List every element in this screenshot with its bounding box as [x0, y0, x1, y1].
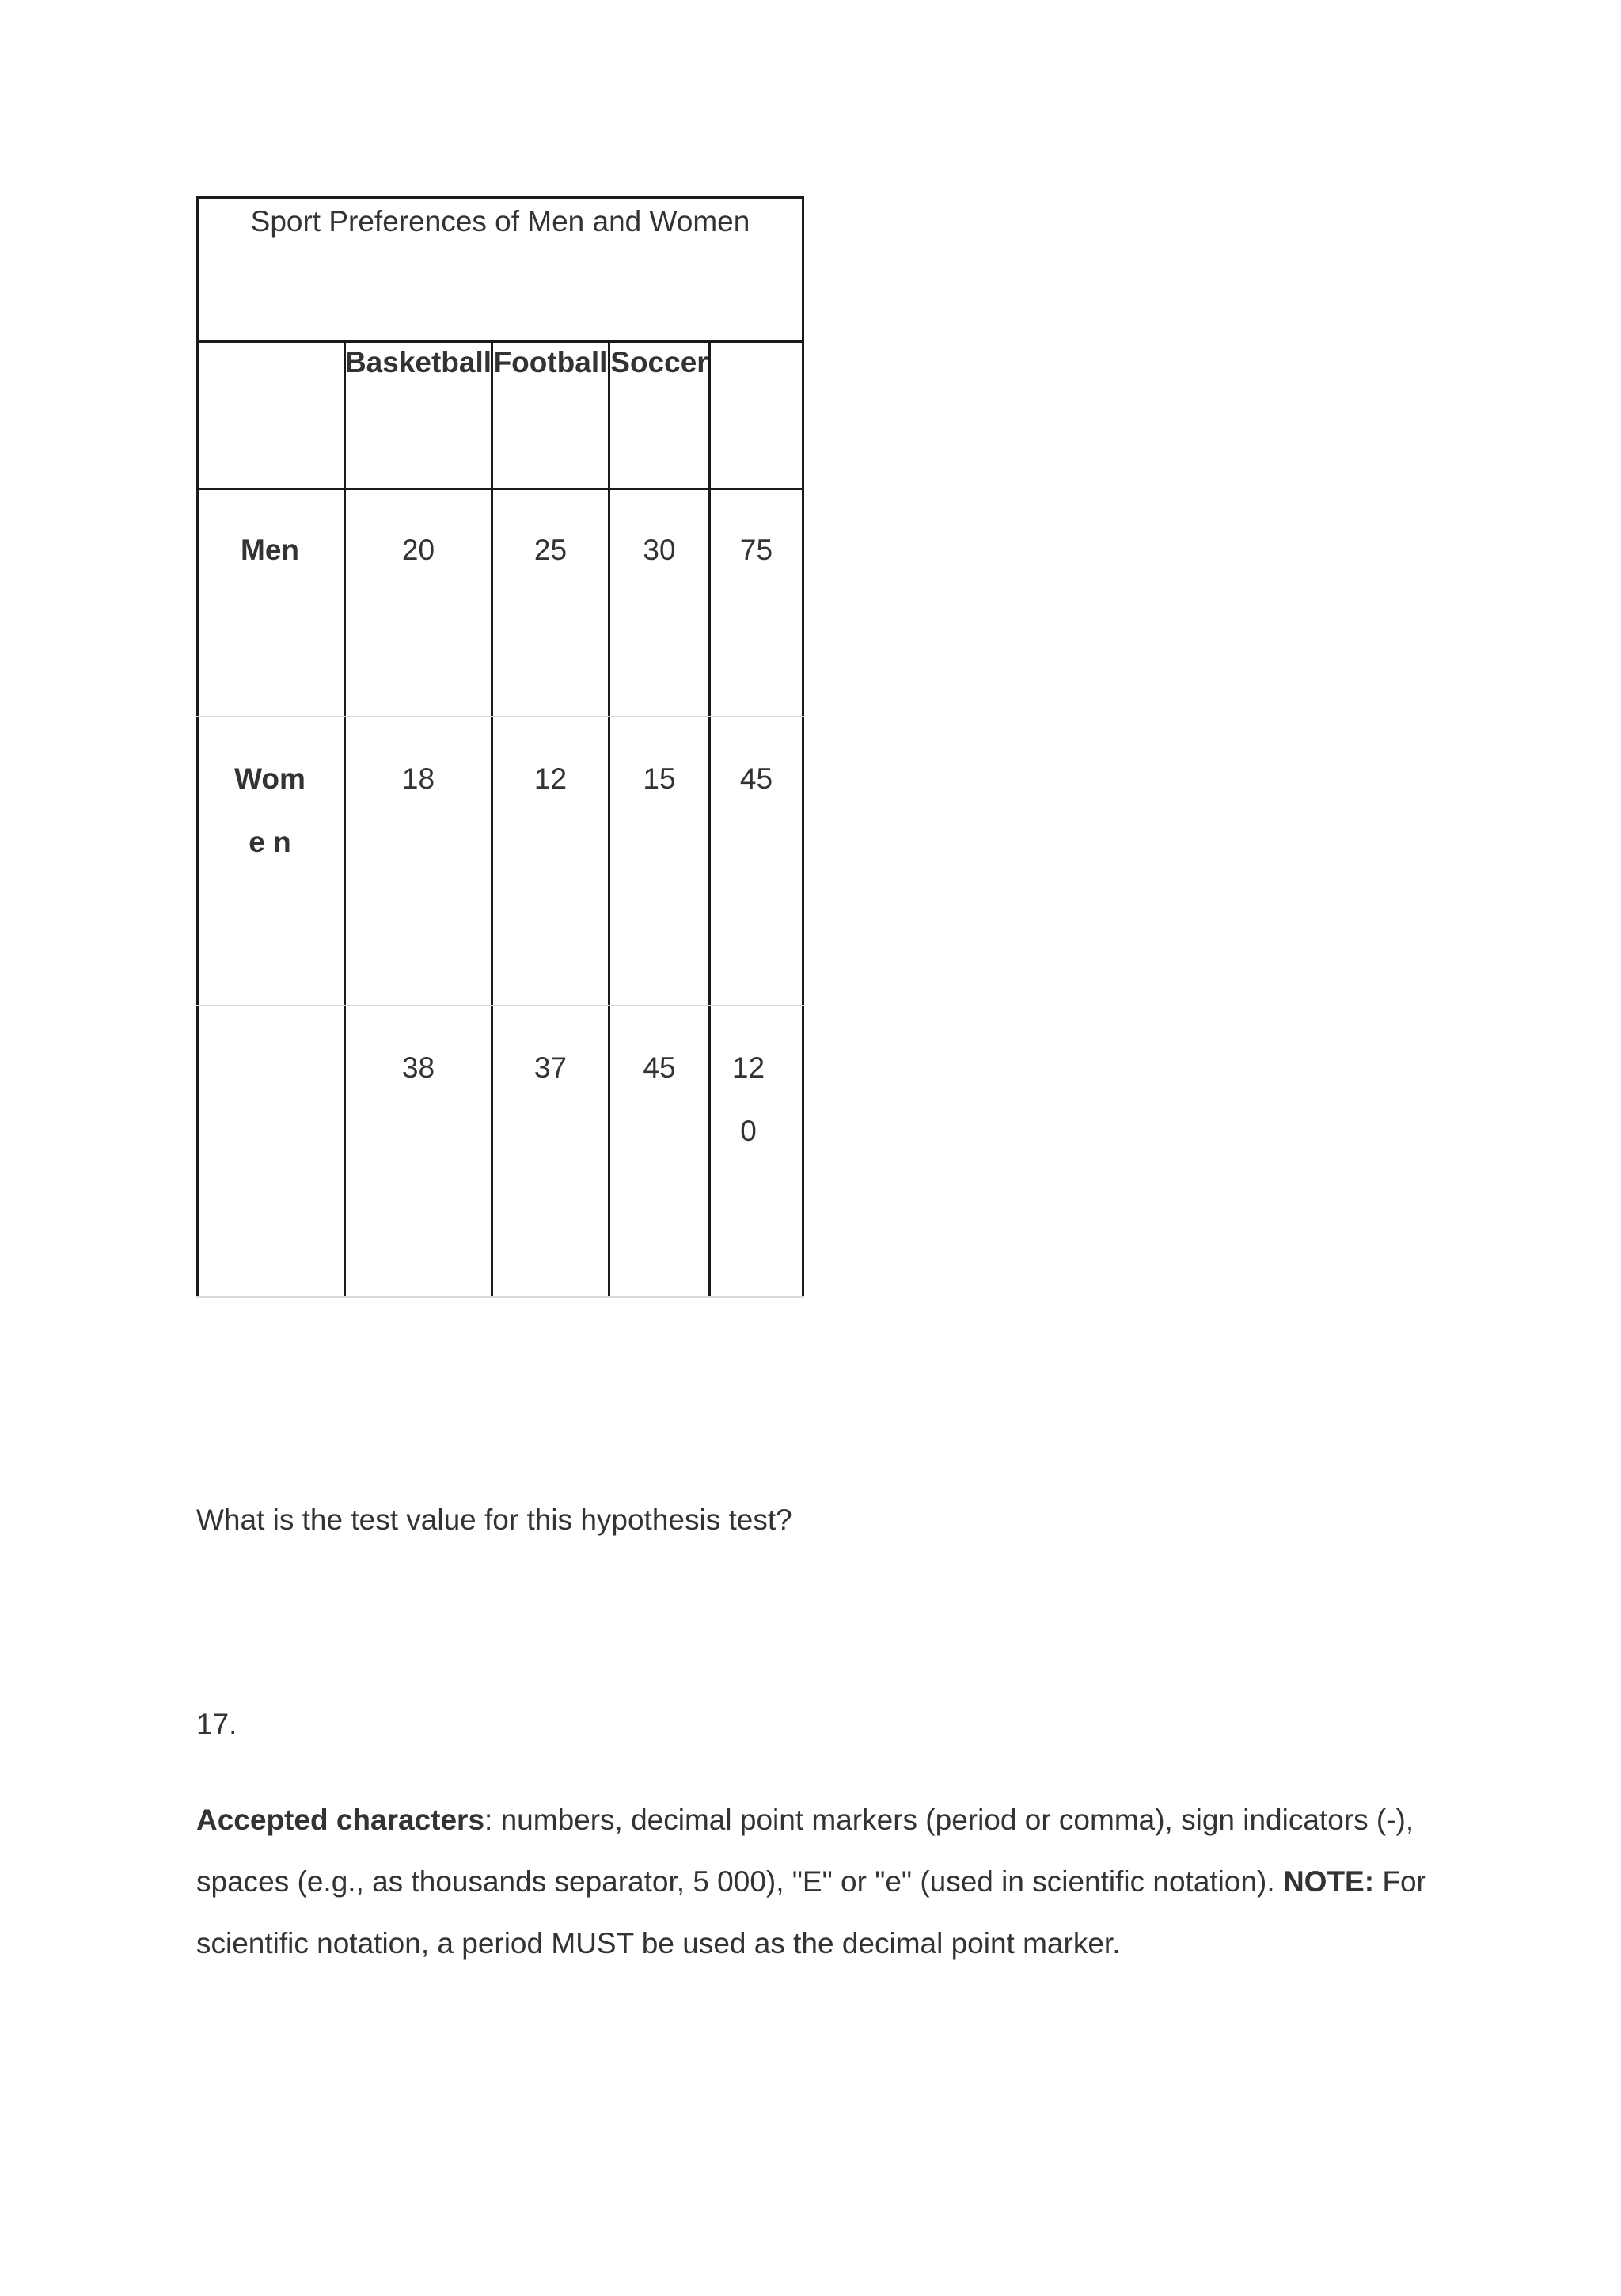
accepted-characters-text: : numbers, decimal point markers (period or comma), sign indicators (-), spaces (e.g., as thousands separator, 5 000), "E" or "e" (used in scientific notation).	[196, 1804, 1414, 1898]
table-cell: 12	[533, 762, 568, 795]
table-cell: 15	[643, 762, 676, 795]
table-cell: 20	[401, 534, 435, 566]
table-left-border	[196, 343, 199, 1298]
row-divider	[196, 716, 804, 717]
column-header-soccer: Soccer	[610, 346, 708, 378]
table-cell: 18	[401, 762, 435, 795]
table-cell: 12 0	[731, 1051, 765, 1147]
column-divider	[708, 343, 711, 1298]
column-divider	[491, 343, 493, 1298]
accepted-characters-label: Accepted characters	[196, 1804, 485, 1836]
header-row-divider	[196, 488, 804, 490]
column-divider	[608, 343, 610, 1298]
note-text: For scientific notation, a period MUST be used as the decimal point marker.	[196, 1865, 1426, 1960]
table-cell: 75	[739, 534, 773, 566]
row-label-men: Men	[241, 534, 299, 566]
column-header-basketball: Basketball	[344, 346, 492, 378]
question-text: What is the test value for this hypothesis test?	[196, 1503, 792, 1536]
item-number: 17.	[196, 1708, 237, 1740]
table-title: Sport Preferences of Men and Women	[250, 205, 750, 238]
table-cell: 37	[533, 1051, 568, 1084]
row-divider	[196, 1005, 804, 1006]
table-cell: 45	[643, 1051, 676, 1084]
column-header-football: Football	[493, 346, 608, 378]
table-title-cell	[196, 196, 804, 343]
table-cell: 25	[533, 534, 568, 566]
table-right-border	[802, 343, 804, 1298]
table-cell: 38	[401, 1051, 435, 1084]
table-cell: 30	[643, 534, 676, 566]
row-label-women: Wome n	[234, 762, 306, 858]
table-cell: 45	[739, 762, 773, 795]
table-bottom-line	[196, 1296, 804, 1298]
column-divider	[344, 343, 346, 1298]
accepted-characters-note	[196, 1789, 1447, 1975]
note-label: NOTE:	[1282, 1865, 1375, 1898]
sport-preferences-table	[196, 196, 804, 1298]
